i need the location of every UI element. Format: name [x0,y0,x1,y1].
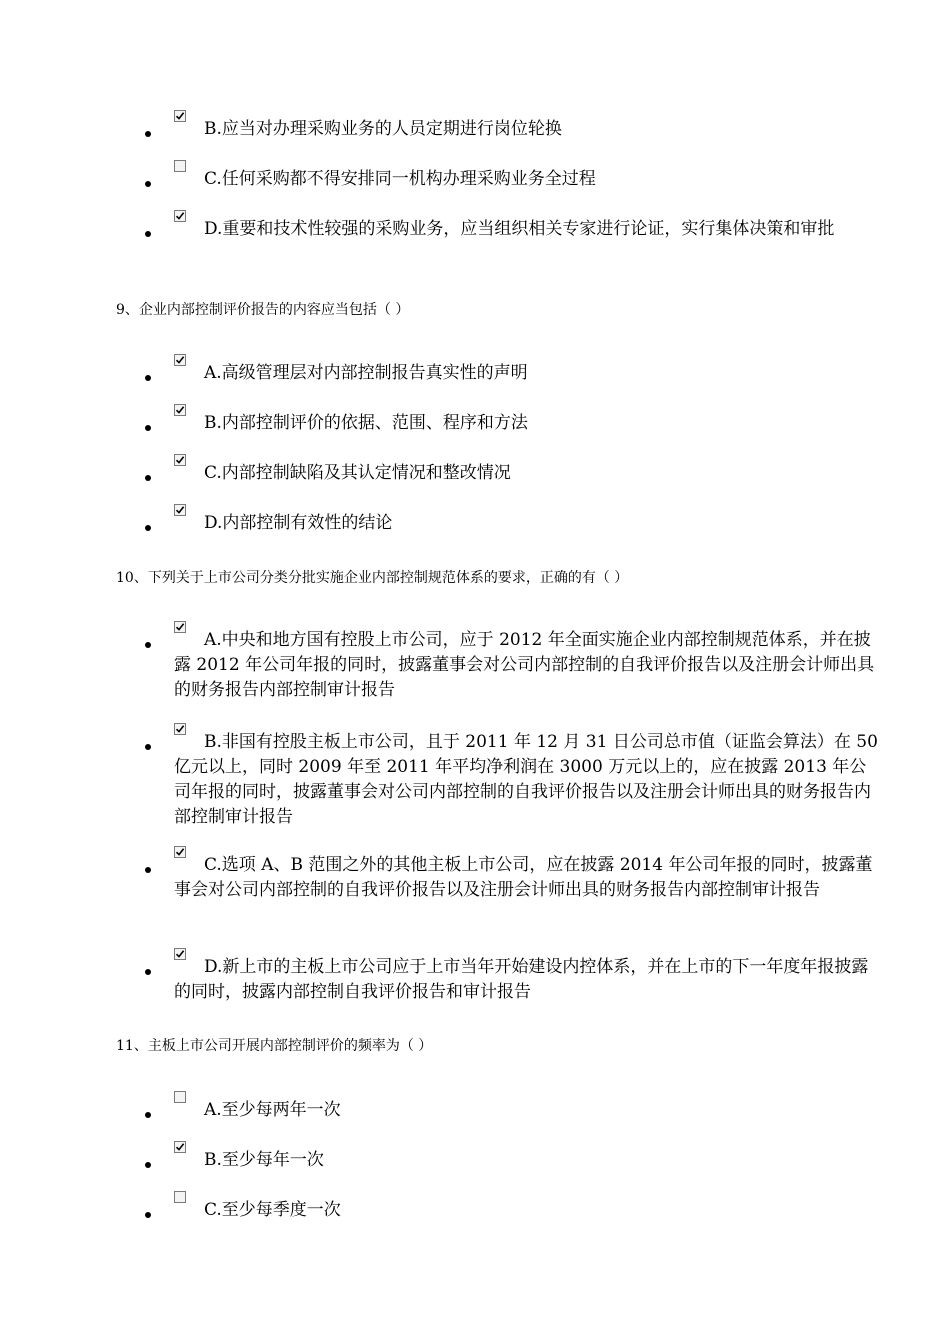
option-text: D.新上市的主板上市公司应于上市当年开始建设内控体系，并在上市的下一年度年报披露的同时，披露内部控制自我评价报告和审计报告 [174,957,869,1002]
bullet-icon [145,475,151,481]
option-text: A.中央和地方国有控股上市公司，应于 2012 年全面实施企业内部控制规范体系，并在披露 2012 年公司年报的同时，披露董事会对公司内部控制的自我评价报告以及注册会计师出具的财务报告内部控制审计报告 [174,630,875,700]
option-text: B.内部控制评价的依据、范围、程序和方法 [204,413,528,433]
option-text: B.应当对办理采购业务的人员定期进行岗位轮换 [204,119,562,139]
bullet-icon [145,969,151,975]
answer-option [142,167,882,192]
checkbox-checked-icon[interactable] [174,621,186,633]
checkbox-checked-icon[interactable] [174,723,186,735]
checkbox-checked-icon[interactable] [174,948,186,960]
option-text: D.内部控制有效性的结论 [204,513,393,533]
checkbox-checked-icon[interactable] [174,454,186,466]
checkbox-unchecked-icon[interactable] [174,1091,186,1103]
option-text: D.重要和技术性较强的采购业务，应当组织相关专家进行论证，实行集体决策和审批 [204,219,835,239]
answer-option [142,511,882,536]
bullet-icon [145,131,151,137]
answer-option [142,853,882,903]
bullet-icon [145,867,151,873]
checkbox-checked-icon[interactable] [174,846,186,858]
option-text: A.高级管理层对内部控制报告真实性的声明 [204,363,528,383]
checkbox-checked-icon[interactable] [174,404,186,416]
checkbox-checked-icon[interactable] [174,354,186,366]
answer-option [142,1098,882,1123]
answer-option [142,461,882,486]
answer-option [142,411,882,436]
bullet-icon [145,744,151,750]
answer-option [142,730,882,830]
answer-option [142,117,882,142]
option-text: C.至少每季度一次 [204,1200,341,1220]
answer-option [142,955,882,1005]
bullet-icon [145,642,151,648]
bullet-icon [145,1212,151,1218]
bullet-icon [145,1112,151,1118]
answer-option [142,217,882,242]
checkbox-unchecked-icon[interactable] [174,160,186,172]
option-text: A.至少每两年一次 [204,1100,341,1120]
option-text: C.任何采购都不得安排同一机构办理采购业务全过程 [204,169,596,189]
question-text: 11、主板上市公司开展内部控制评价的频率为（ ） [116,1038,433,1054]
answer-option [142,1148,882,1173]
answer-option [142,628,882,703]
option-text: B.非国有控股主板上市公司，且于 2011 年 12 月 31 日公司总市值（证监会算法）在 50 亿元以上，同时 2009 年至 2011 年平均净利润在 3000 万元以上的，应在披露 2013 年公司年报的同时，披露董事会对公司内部控制的自我评价报告以及注册会计师出具的财务报告内部控制审计报告 [174,732,878,827]
bullet-icon [145,375,151,381]
bullet-icon [145,181,151,187]
checkbox-checked-icon[interactable] [174,1141,186,1153]
answer-option [142,361,882,386]
option-text: B.至少每年一次 [204,1150,324,1170]
checkbox-checked-icon[interactable] [174,210,186,222]
bullet-icon [145,525,151,531]
checkbox-checked-icon[interactable] [174,110,186,122]
bullet-icon [145,425,151,431]
bullet-icon [145,231,151,237]
option-text: C.选项 A、B 范围之外的其他主板上市公司，应在披露 2014 年公司年报的同时，披露董事会对公司内部控制的自我评价报告以及注册会计师出具的财务报告内部控制审计报告 [174,855,873,900]
checkbox-checked-icon[interactable] [174,504,186,516]
answer-option [142,1198,882,1223]
bullet-icon [145,1162,151,1168]
question-text: 10、下列关于上市公司分类分批实施企业内部控制规范体系的要求，正确的有（ ） [116,570,629,586]
question-text: 9、企业内部控制评价报告的内容应当包括（ ） [116,302,410,318]
option-text: C.内部控制缺陷及其认定情况和整改情况 [204,463,511,483]
checkbox-unchecked-icon[interactable] [174,1191,186,1203]
